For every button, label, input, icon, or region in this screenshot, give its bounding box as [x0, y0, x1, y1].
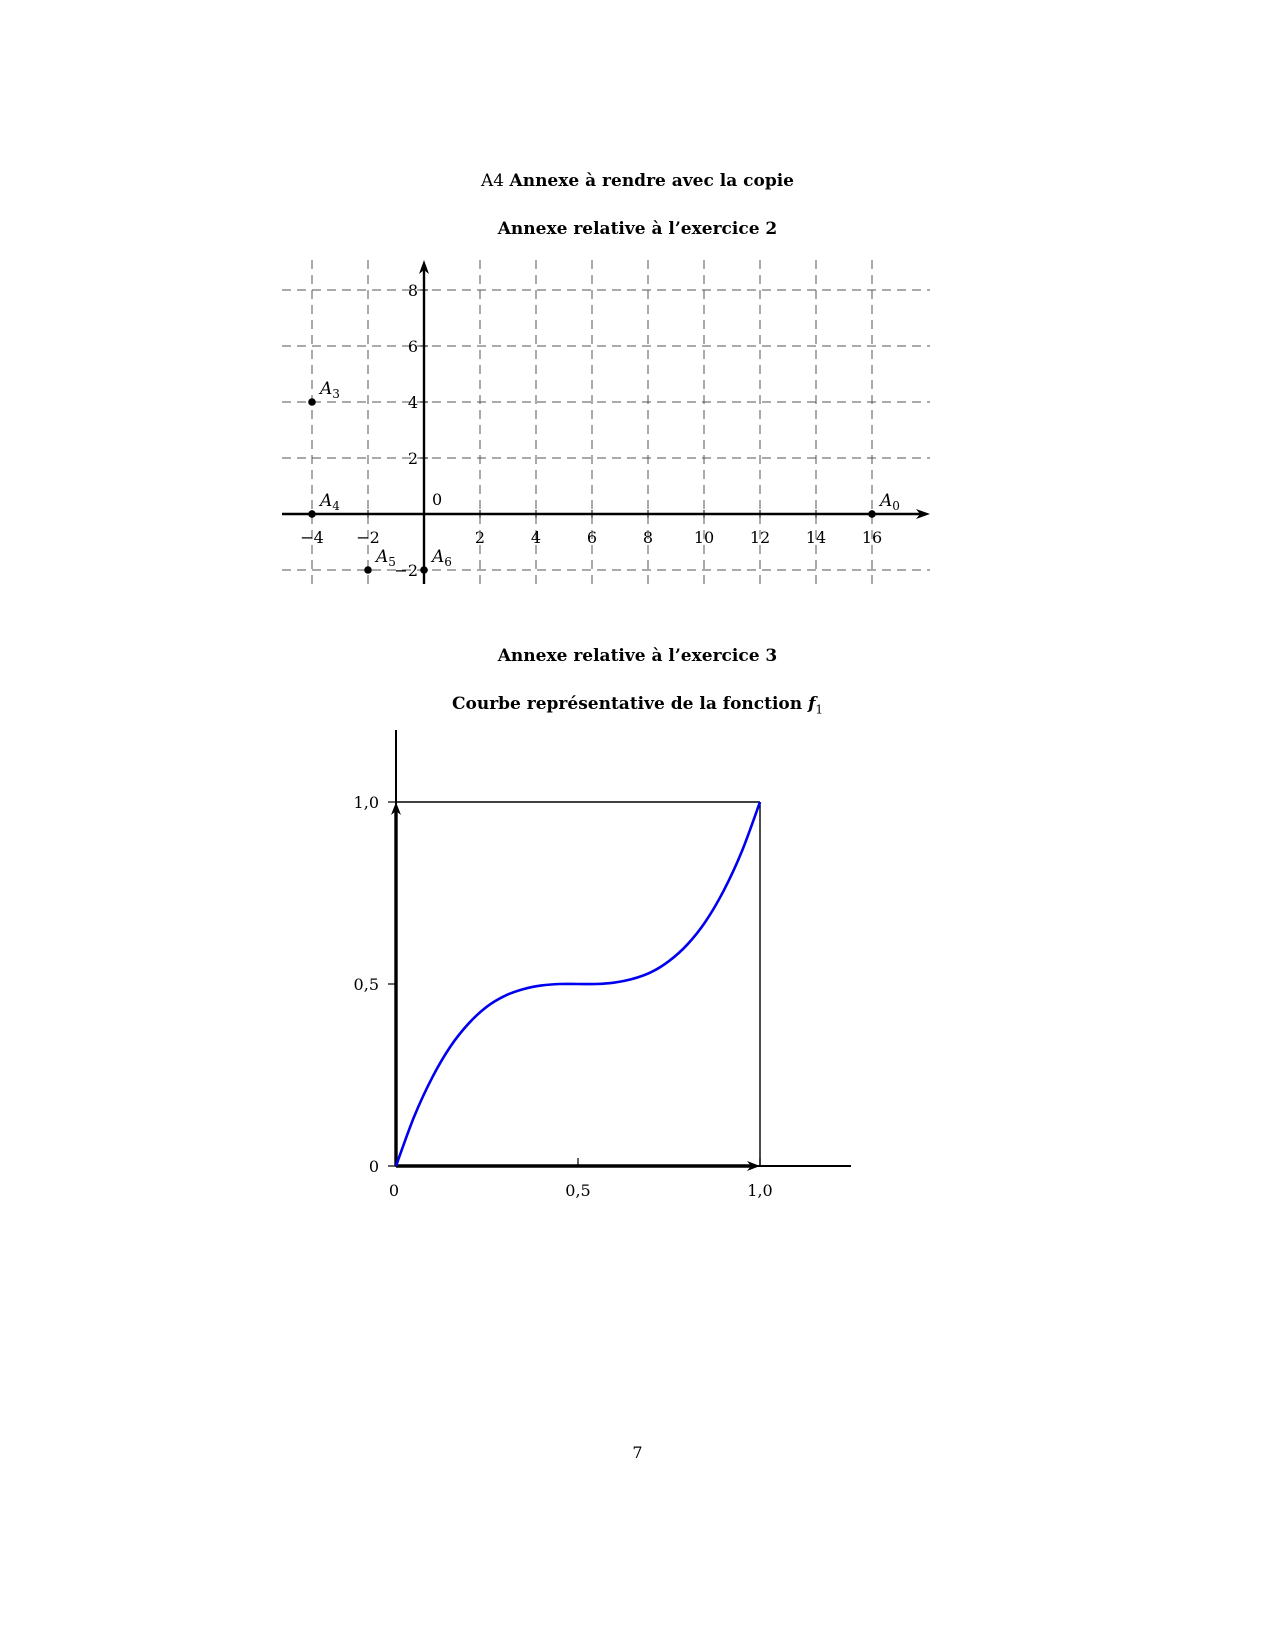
point-label-A5: $A_5$ [376, 547, 396, 569]
x-tick-label: 0 [388, 1181, 400, 1200]
point-label-A0: $A_0$ [880, 491, 900, 513]
point-A4 [308, 510, 316, 518]
y-tick-label: 0 [368, 1157, 379, 1176]
y-tick-label: 8 [407, 281, 418, 300]
page-number: 7 [632, 1443, 643, 1462]
x-tick-label: 10 [693, 528, 715, 547]
y-tick-label: −2 [394, 561, 418, 580]
exercise3-chart [330, 720, 870, 1220]
exercise2-chart [270, 250, 950, 600]
function-name: f [808, 694, 816, 714]
x-tick-label: 16 [861, 528, 883, 547]
y-tick-label: 1,0 [353, 793, 379, 812]
exercise2-heading: Annexe relative à l’exercice 2 [497, 219, 778, 239]
exercise3-heading: Annexe relative à l’exercice 3 [497, 646, 778, 666]
point-label-A6: $A_6$ [432, 547, 452, 569]
annex-title [0, 171, 1275, 191]
subtitle-prefix: Courbe représentative de la fonction [451, 694, 803, 714]
point-A0 [868, 510, 876, 518]
x-tick-label: 12 [749, 528, 771, 547]
y-tick-label: 4 [407, 393, 418, 412]
curve-f1 [396, 802, 760, 1166]
x-tick-label: 6 [586, 528, 598, 547]
x-tick-label: 0,5 [565, 1181, 591, 1200]
y-tick-label: 2 [407, 449, 418, 468]
x-tick-label: −4 [300, 528, 324, 547]
x-tick-label: 2 [474, 528, 486, 547]
x-tick-label: 14 [805, 528, 827, 547]
x-tick-label: 1,0 [747, 1181, 773, 1200]
origin-label: 0 [432, 490, 443, 509]
annex-prefix: A4 [481, 171, 505, 191]
point-label-A4: $A_4$ [320, 491, 340, 513]
exercise3-subtitle [0, 694, 1275, 716]
function-index: 1 [815, 702, 824, 717]
y-tick-label: 6 [407, 337, 418, 356]
y-tick-label: 0,5 [353, 975, 379, 994]
point-label-A3: $A_3$ [320, 379, 340, 401]
point-A5 [364, 566, 372, 574]
x-tick-label: −2 [356, 528, 380, 547]
x-tick-label: 8 [642, 528, 654, 547]
annex-title-text: Annexe à rendre avec la copie [509, 171, 794, 191]
point-A3 [308, 398, 316, 406]
point-A6 [420, 566, 428, 574]
x-tick-label: 4 [530, 528, 542, 547]
